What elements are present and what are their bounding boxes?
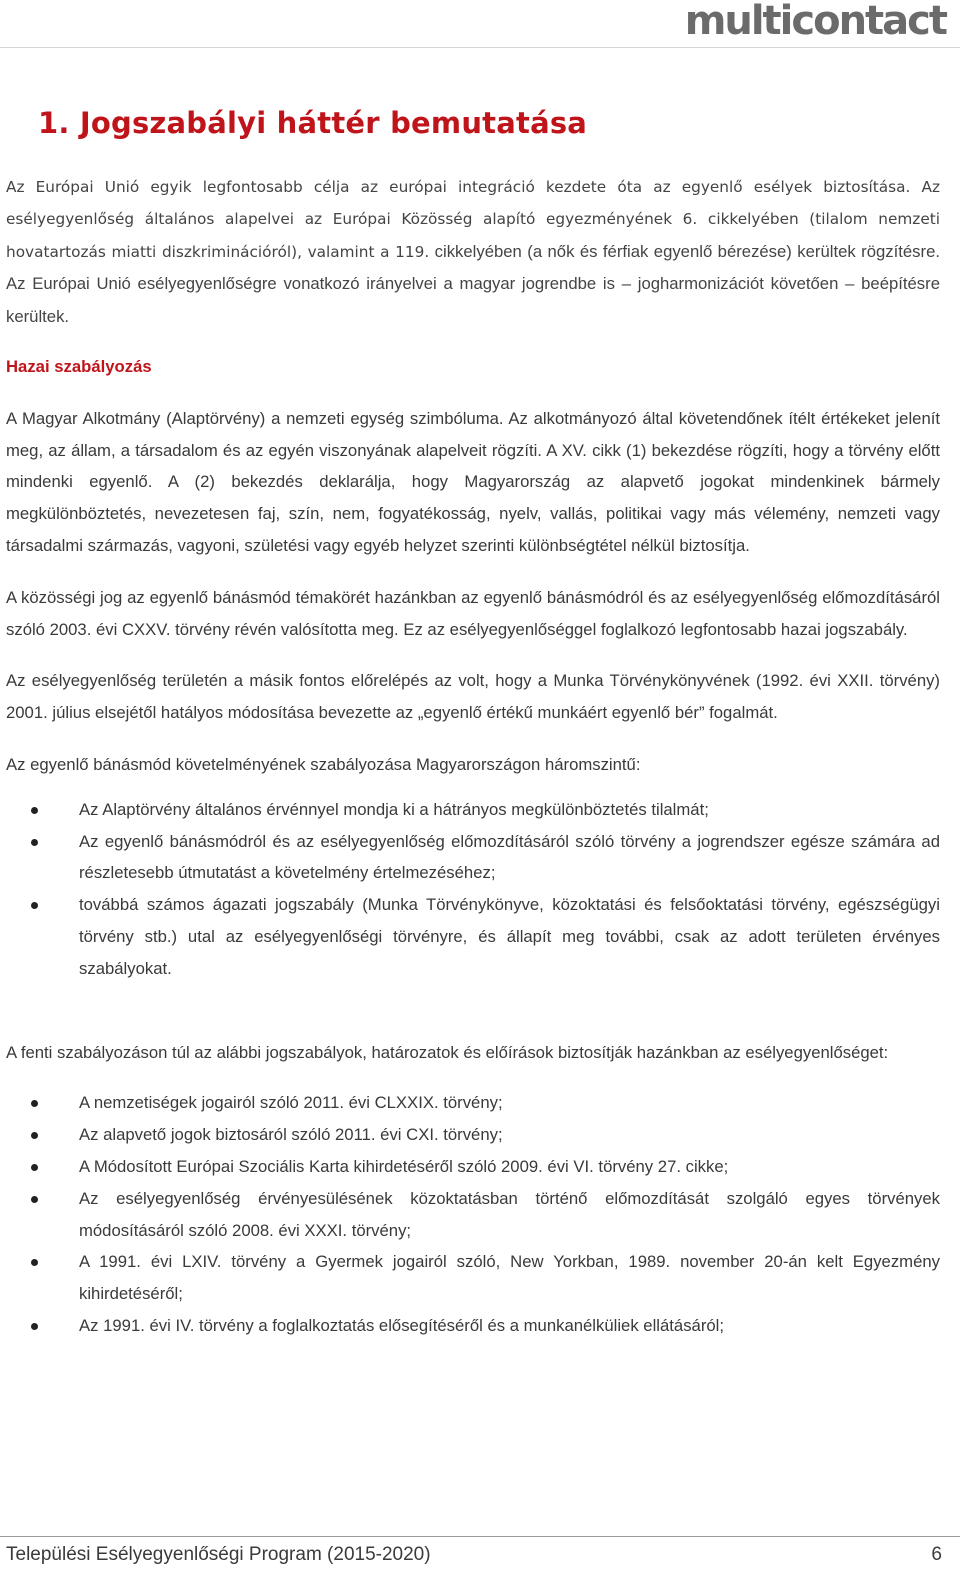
header-divider (0, 47, 960, 48)
list-item: Az alapvető jogok biztosáról szóló 2011. évi CXI. törvény; (6, 1119, 940, 1151)
page-header (0, 0, 960, 50)
intro-paragraph (6, 172, 940, 334)
footer-title: Települési Esélyegyenlőségi Program (2015-2020) (6, 1544, 431, 1565)
list-item: Az egyenlő bánásmódról és az esélyegyenlőség előmozdításáról szóló törvény a jogrendszer egésze számára ad részletesebb útmutatást a követelmény értelmezéséhez; (6, 826, 940, 890)
constitution-paragraph: A Magyar Alkotmány (Alaptörvény) a nemzeti egység szimbóluma. Az alkotmányozó által követendőnek ítélt értékeket jelenít meg, az állam, a társadalom és az egyén viszonyának alapelveit rögzíti. A XV. cikk (1) bekezdése rögzíti, hogy a törvény előtt mindenki egyenlő. A (2) bekezdés deklarálja, hogy Magyarország az alapvető jogokat mindenkinek bármely megkülönböztetés, nevezetesen faj, szín, nem, fogyatékosság, nyelv, vallás, politikai vagy más vélemény, nemzeti vagy társadalmi származás, vagyoni, születési vagy egyéb helyzet szerinti különbségtétel nélkül biztosítja. (6, 408, 940, 555)
multicontact-logo: multicontact (684, 0, 946, 44)
labour-code-paragraph: Az esélyegyenlőség területén a másik fontos előrelépés az volt, hogy a Munka Törvénykönyvének (1992. évi XXII. törvény) 2001. július elsejétől hatályos módosítása bevezette az „egyenlő értékű munkáért egyenlő bér” fogalmát. (6, 671, 940, 723)
legislation-list (6, 1087, 940, 1341)
page-number: 6 (931, 1544, 942, 1565)
section-subheading: Hazai szabályozás (6, 356, 152, 376)
footer-divider (0, 1536, 960, 1537)
list-item: Az 1991. évi IV. törvény a foglalkoztatás elősegítéséről és a munkanélküliek ellátásáról; (6, 1310, 940, 1342)
page-title: 1. Jogszabályi háttér bemutatása (38, 106, 588, 140)
intro-text-part2: cikkelyében (a nők és férfiak egyenlő bérezése) kerültek rögzítésre. Az Európai Unió esélyegyenlőségre vonatkozó irányelvei a magyar jogrendbe is – jogharmonizációt követően – beépítésre kerültek. (6, 241, 940, 327)
list-item: A nemzetiségek jogairól szóló 2011. évi CLXXIX. törvény; (6, 1087, 940, 1119)
list-item: A 1991. évi LXIV. törvény a Gyermek jogairól szóló, New Yorkban, 1989. november 20-án kelt Egyezmény kihirdetéséről; (6, 1246, 940, 1310)
list-item: Az esélyegyenlőség érvényesülésének közoktatásban történő előmozdítását szolgáló egyes törvények módosításáról szóló 2008. évi XXXI. törvény; (6, 1183, 940, 1247)
intro-text-part1: Az Európai Unió egyik legfontosabb célja az európai integráció kezdete óta az egyenlő esélyek biztosítása. Az esélyegyenlőség általános alapelvei az Európai Közösség alapító egyezményének 6. cikkelyében (tilalom nemzeti hovatartozás miatti diszkriminációról), valamint a 119. (6, 178, 940, 261)
other-legislation-intro: A fenti szabályozáson túl az alábbi jogszabályok, határozatok és előírások biztosítják hazánkban az esélyegyenlőséget: (6, 1042, 889, 1062)
three-level-intro: Az egyenlő bánásmód követelményének szabályozása Magyarországon háromszintű: (6, 754, 641, 774)
list-item: A Módosított Európai Szociális Karta kihirdetéséről szóló 2009. évi VI. törvény 27. cikke; (6, 1151, 940, 1183)
regulation-levels-list (6, 794, 940, 985)
community-law-paragraph: A közösségi jog az egyenlő bánásmód témakörét hazánkban az egyenlő bánásmódról és az esélyegyenlőség előmozdításáról szóló 2003. évi CXXV. törvény révén valósította meg. Ez az esélyegyenlőséggel foglalkozó legfontosabb hazai jogszabály. (6, 587, 940, 639)
document-body (6, 172, 940, 1342)
list-item: továbbá számos ágazati jogszabály (Munka Törvénykönyve, közoktatási és felsőoktatási törvény, egészségügyi törvény stb.) utal az esélyegyenlőségi törvényre, és állapít meg további, csak az adott területen érvényes szabályokat. (6, 889, 940, 984)
list-item: Az Alaptörvény általános érvénnyel mondja ki a hátrányos megkülönböztetés tilalmát; (6, 794, 940, 826)
